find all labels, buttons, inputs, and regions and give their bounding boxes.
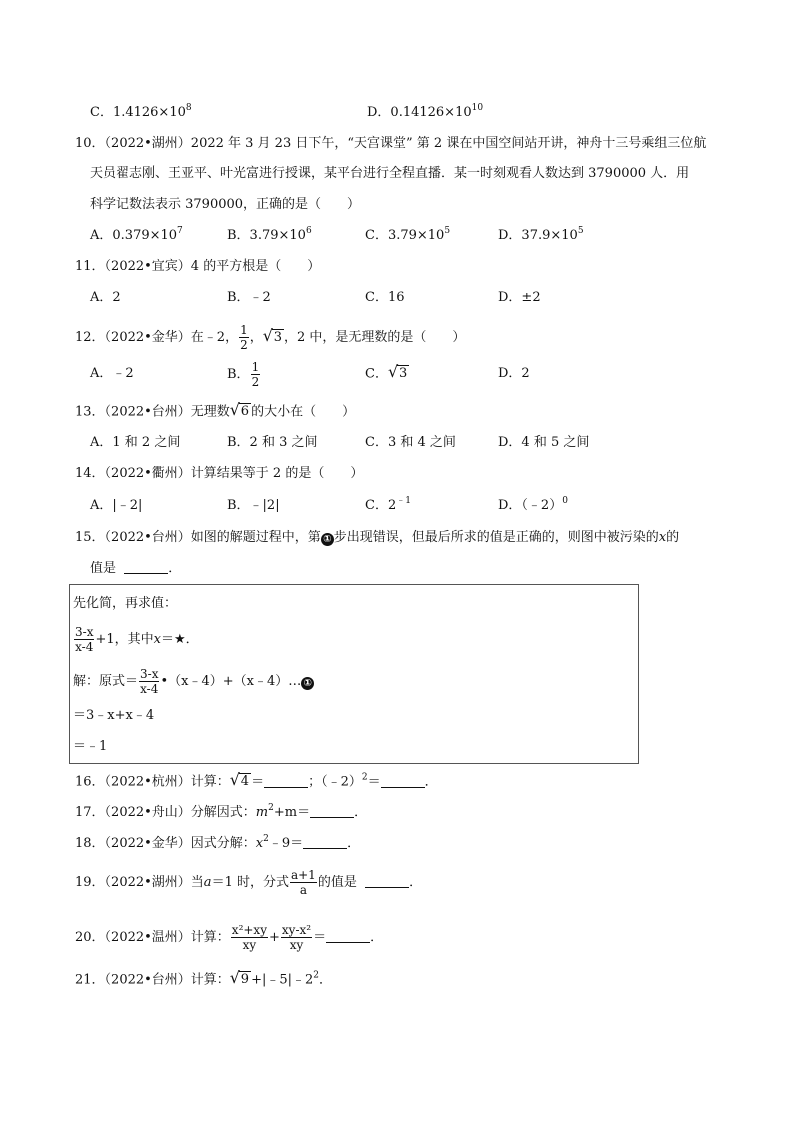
q17-variable-m: m xyxy=(255,805,269,820)
q9-option-d-exponent: 10 xyxy=(471,103,484,113)
q18-end: ． xyxy=(347,836,361,851)
q12-option-b-prefix: B． xyxy=(227,367,250,382)
q18-exponent: 2 xyxy=(263,834,269,844)
q18-answer-blank xyxy=(303,836,347,849)
q19-stem-start: 19．（2022•湖州）当 xyxy=(75,875,204,890)
q21-end: ． xyxy=(319,972,333,988)
box-expression xyxy=(73,625,199,654)
q20-fraction-2-denominator: xy xyxy=(289,938,304,952)
q21-sqrt xyxy=(229,968,251,989)
q12-option-b-fraction xyxy=(251,360,261,389)
q12-stem-start: 12．（2022•金华）在﹣2， xyxy=(75,330,239,345)
q18-stem xyxy=(75,835,360,853)
q12-option-b xyxy=(227,360,261,389)
q19-stem xyxy=(75,868,422,897)
q17-exponent: 2 xyxy=(268,803,274,813)
q20-stem xyxy=(75,923,383,952)
box-expression-equals: ＝ xyxy=(160,632,174,647)
q19-stem-tail: 的值是 xyxy=(317,875,357,890)
radical-icon: √ xyxy=(262,325,273,345)
q12-option-c-prefix: C． xyxy=(365,366,388,382)
q9-option-c xyxy=(90,104,192,122)
q20-fraction-2-numerator: xy-x² xyxy=(281,923,312,937)
box-step-marker: ① xyxy=(301,677,314,690)
q16-sqrt-value: 4 xyxy=(240,774,250,789)
box-expression-tail: +1，其中 xyxy=(95,632,154,647)
q13-stem-start: 13．（2022•台州）无理数 xyxy=(75,404,230,420)
q14-option-c-text: C．2 xyxy=(365,498,397,513)
box-solution-denominator: x-4 xyxy=(140,682,159,696)
q10-option-a xyxy=(90,227,183,245)
q16-answer-blank-1 xyxy=(264,775,308,788)
q12-fraction-numerator: 1 xyxy=(240,323,248,337)
q19-fraction xyxy=(290,868,317,897)
q10-option-b xyxy=(227,227,312,245)
q14-option-b: B．﹣|2| xyxy=(227,498,280,513)
q10-line-1: 10．（2022•湖州）2022 年 3 月 23 日下午，“天宫课堂” 第 2 课在中国空间站开讲，神舟十三号乘组三位航 xyxy=(75,136,707,151)
q13-stem xyxy=(75,400,356,422)
box-solution-numerator: 3-x xyxy=(140,667,159,681)
box-step-3: ＝﹣1 xyxy=(73,739,108,754)
q12-fraction-denominator: 2 xyxy=(240,338,248,352)
q11-option-a: A．2 xyxy=(90,290,121,305)
q14-stem: 14．（2022•衢州）计算结果等于 2 的是（ ） xyxy=(75,466,364,481)
q15-line-1-mid: 步出现错误，但最后所求的值是正确的，则图中被污染的 xyxy=(333,530,659,545)
q12-option-a: A．﹣2 xyxy=(90,366,134,381)
q16-equals-1: ＝ xyxy=(251,774,265,790)
box-title: 先化简，再求值： xyxy=(73,596,178,611)
q15-answer-blank xyxy=(124,561,168,574)
q14-option-d xyxy=(498,497,568,515)
box-step-2: ＝3﹣x+x﹣4 xyxy=(73,708,155,723)
box-solution-start: 解：原式＝ xyxy=(73,674,139,689)
q10-option-c-text: C．3.79×10 xyxy=(365,228,445,243)
radical-icon: √ xyxy=(229,968,240,987)
q21-sqrt-value: 9 xyxy=(240,972,250,987)
q20-fraction-2 xyxy=(281,923,312,952)
q14-option-d-exponent: 0 xyxy=(562,496,568,506)
q10-option-b-exponent: 6 xyxy=(305,226,312,236)
q16-stem-start: 16．（2022•杭州）计算： xyxy=(75,774,230,790)
q21-stem-start: 21．（2022•台州）计算： xyxy=(75,972,230,988)
q12-option-c-sqrt-value: 3 xyxy=(398,366,408,381)
q9-option-c-text: C．1.4126×10 xyxy=(90,105,186,120)
q9-option-d xyxy=(367,104,483,122)
q20-stem-start: 20．（2022•温州）计算： xyxy=(75,930,230,945)
q20-equals: ＝ xyxy=(313,930,327,945)
q13-option-c: C．3 和 4 之间 xyxy=(365,435,456,450)
q12-fraction xyxy=(239,323,249,352)
q16-end: ． xyxy=(424,774,438,790)
q11-option-d: D．±2 xyxy=(498,290,541,305)
q10-option-a-text: A．0.379×10 xyxy=(90,228,178,243)
q13-sqrt-value: 6 xyxy=(240,404,250,419)
q13-sqrt xyxy=(229,400,251,421)
box-expression-denominator: x-4 xyxy=(75,640,94,654)
box-solution-fraction xyxy=(139,667,159,696)
q9-option-d-text: D．0.14126×10 xyxy=(367,105,472,120)
q14-option-d-text: D．（﹣2） xyxy=(498,498,563,513)
q13-option-a: A．1 和 2 之间 xyxy=(90,435,181,450)
q10-line-3: 科学记数法表示 3790000，正确的是（ ） xyxy=(90,197,361,212)
q12-sqrt xyxy=(262,325,284,347)
q12-option-c-sqrt xyxy=(387,362,409,383)
q20-answer-blank xyxy=(326,930,370,943)
q15-line-1 xyxy=(75,529,679,547)
q21-tail: +|﹣5|﹣2 xyxy=(251,972,314,988)
q14-option-a: A．|﹣2| xyxy=(90,498,143,513)
q13-option-d: D．4 和 5 之间 xyxy=(498,435,590,450)
q18-tail: ﹣9＝ xyxy=(268,836,304,851)
q12-stem-end: ，2 中，是无理数的是（ ） xyxy=(284,330,466,345)
q13-stem-end: 的大小在（ ） xyxy=(251,404,356,420)
q19-answer-blank xyxy=(365,875,409,888)
box-solution-tail: •（x﹣4）+（x﹣4）… xyxy=(160,674,302,689)
q18-variable-x: x xyxy=(255,836,264,851)
q11-option-c: C．16 xyxy=(365,290,405,305)
q20-fraction-1-denominator: xy xyxy=(242,938,257,952)
q20-fraction-1-numerator: x²+xy xyxy=(231,923,267,937)
q20-end: ． xyxy=(370,930,384,945)
q15-solution-box xyxy=(69,584,639,764)
q14-option-c xyxy=(365,497,411,515)
q16-sqrt xyxy=(229,770,251,791)
q19-fraction-denominator: a xyxy=(299,883,307,897)
q10-option-a-exponent: 7 xyxy=(177,226,183,236)
q19-variable-a: a xyxy=(203,875,212,890)
q17-answer-blank xyxy=(310,805,354,818)
q21-stem xyxy=(75,968,333,990)
q19-end: ． xyxy=(409,875,423,890)
q10-option-b-text: B．3.79×10 xyxy=(227,228,306,243)
q17-end: ． xyxy=(354,805,368,820)
q10-line-2: 天员翟志刚、王亚平、叶光富进行授课，某平台进行全程直播．某一时刻观看人数达到 3790000 人．用 xyxy=(90,166,690,181)
q12-sqrt-value: 3 xyxy=(273,329,283,345)
q15-line-1-start: 15．（2022•台州）如图的解题过程中，第 xyxy=(75,530,321,545)
q19-fraction-numerator: a+1 xyxy=(290,868,316,882)
q16-exponent: 2 xyxy=(361,772,368,783)
box-expression-end: ． xyxy=(185,632,199,647)
q16-equals-2: ＝ xyxy=(367,774,381,790)
box-expression-numerator: 3-x xyxy=(75,625,94,639)
q12-stem xyxy=(75,323,465,352)
box-solution-line xyxy=(73,667,314,696)
q12-option-b-denominator: 2 xyxy=(251,375,260,389)
q11-option-b: B．﹣2 xyxy=(227,290,271,305)
q15-line-2-text: 值是 xyxy=(90,561,117,576)
q12-option-c xyxy=(365,362,409,384)
box-expression-variable: x xyxy=(153,632,161,647)
q16-stem xyxy=(75,770,438,792)
q10-option-d-exponent: 5 xyxy=(577,226,584,236)
q9-option-c-exponent: 8 xyxy=(185,103,192,113)
q20-plus: + xyxy=(268,930,280,945)
q12-option-d: D．2 xyxy=(498,366,530,381)
q10-option-c-exponent: 5 xyxy=(444,226,451,236)
q10-option-c xyxy=(365,227,450,245)
q17-stem-start: 17．（2022•舟山）分解因式： xyxy=(75,805,256,820)
q12-comma: ， xyxy=(249,330,263,345)
q15-step-marker: ① xyxy=(321,533,334,546)
q14-option-c-exponent: ﹣1 xyxy=(396,496,411,506)
q17-tail: +m＝ xyxy=(273,805,311,820)
q15-line-1-end: 的 xyxy=(666,530,680,545)
q17-stem xyxy=(75,804,367,822)
q20-fraction-1 xyxy=(231,923,268,952)
q10-option-d xyxy=(498,227,584,245)
q13-option-b: B．2 和 3 之间 xyxy=(227,435,318,450)
box-expression-fraction xyxy=(74,625,94,654)
q16-answer-blank-2 xyxy=(381,775,425,788)
q15-line-2-end: ． xyxy=(168,561,182,576)
q12-option-b-numerator: 1 xyxy=(251,360,260,374)
radical-icon: √ xyxy=(229,770,240,789)
q10-option-d-text: D．37.9×10 xyxy=(498,228,578,243)
q18-stem-start: 18．（2022•金华）因式分解： xyxy=(75,836,256,851)
q21-exponent: 2 xyxy=(313,970,320,981)
q19-stem-mid: ＝1 时，分式 xyxy=(211,875,289,890)
q11-stem: 11．（2022•宜宾）4 的平方根是（ ） xyxy=(75,259,321,274)
radical-icon: √ xyxy=(229,400,240,419)
q16-middle: ；（﹣2） xyxy=(308,774,362,790)
q15-variable-x: x xyxy=(658,530,667,545)
star-icon: ★ xyxy=(174,632,186,647)
q15-line-2 xyxy=(90,560,181,578)
radical-icon: √ xyxy=(387,362,399,381)
